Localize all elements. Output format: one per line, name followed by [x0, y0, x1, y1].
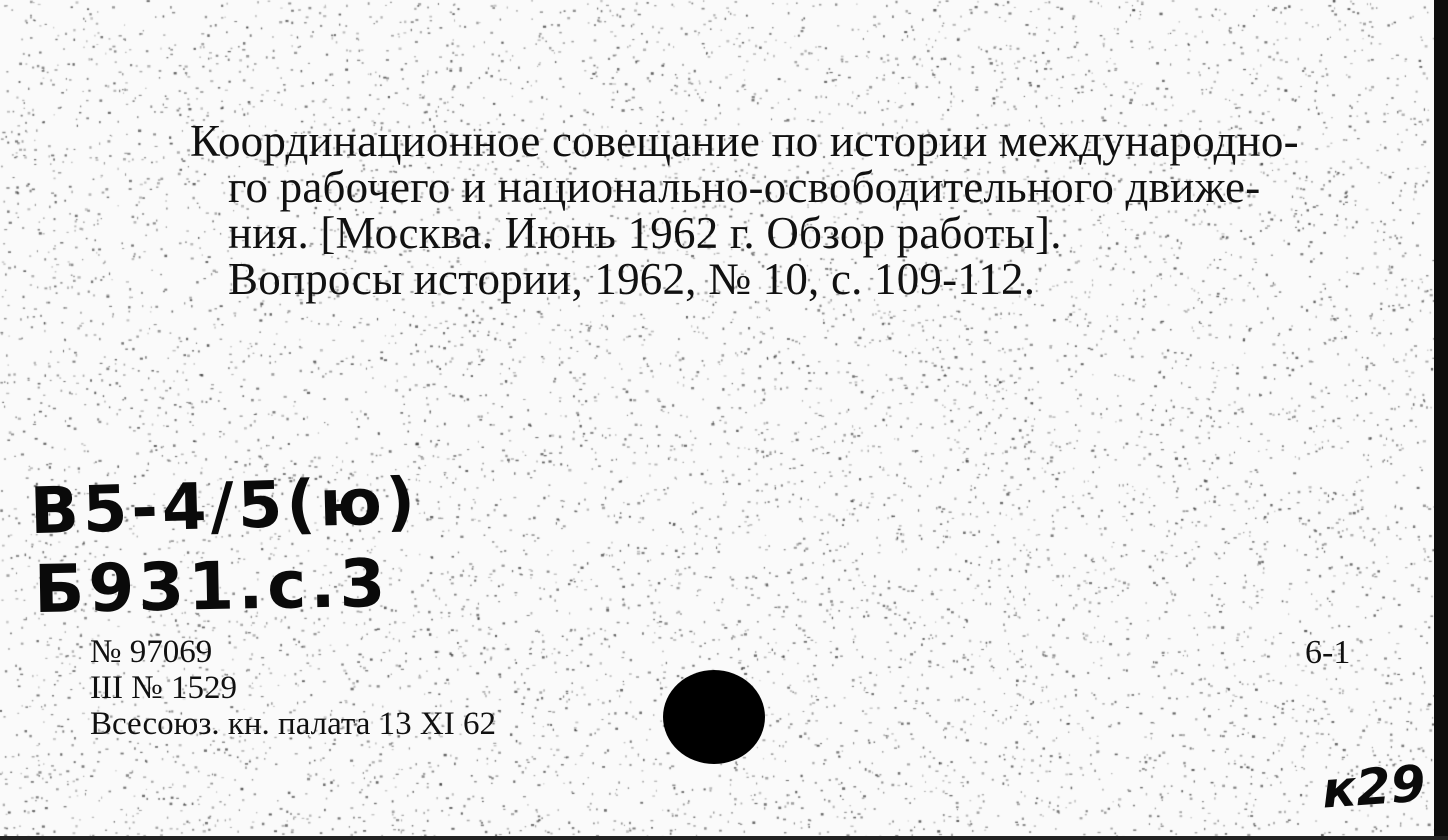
card-edge-shadow: [1434, 0, 1448, 840]
entry-line-3: ния. [Москва. Июнь 1962 г. Обзор работы].: [228, 208, 1062, 258]
bibliographic-entry: [190, 118, 1360, 302]
handwritten-shelfmark-line-2: Б931.с.3: [33, 544, 390, 629]
card-bottom-edge: [0, 836, 1448, 840]
entry-line-4: Вопросы истории, 1962, № 10, с. 109-112.: [228, 254, 1036, 304]
registry-number: III № 1529: [90, 670, 237, 706]
punch-hole: [663, 670, 765, 764]
entry-line-2: го рабочего и национально-освободительного движе-: [228, 162, 1261, 212]
handwritten-card-code: к29: [1320, 754, 1428, 820]
classification-code: 6-1: [1305, 634, 1351, 671]
entry-line-1: Координационное совещание по истории международно-: [190, 116, 1299, 166]
handwritten-shelfmark-line-1: B5-4/5(ю): [29, 464, 420, 550]
book-chamber-stamp: Всесоюз. кн. палата 13 XI 62: [90, 706, 496, 742]
record-number: № 97069: [90, 634, 213, 670]
